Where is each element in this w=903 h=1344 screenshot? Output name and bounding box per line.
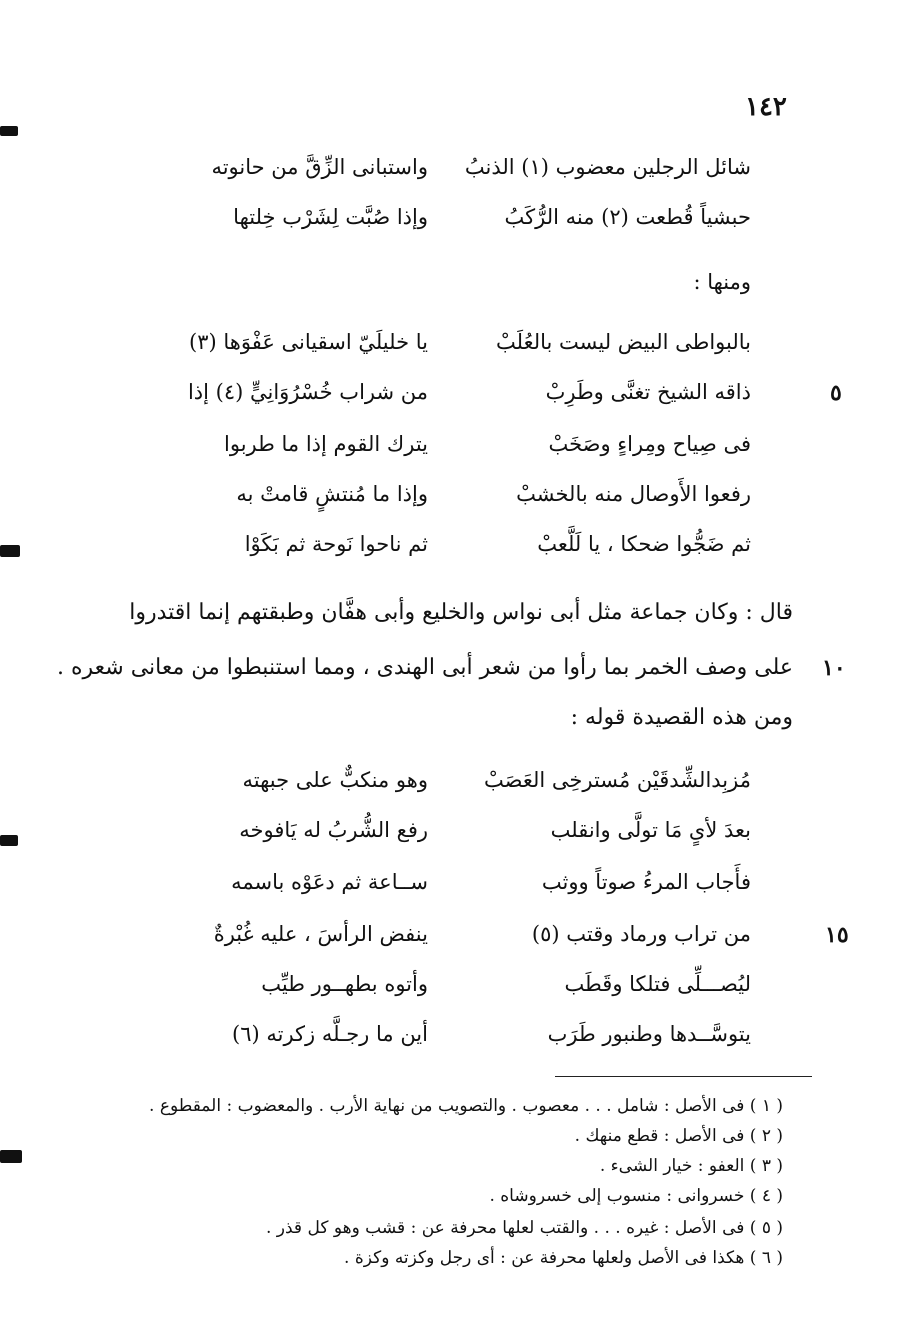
verse-hemistich-first: وإذا ما مُنتشٍ قامتْ به — [236, 482, 428, 506]
verse-hemistich-second: فى صِياح ومِراءٍ وصَخَبْ — [548, 432, 751, 456]
verse-hemistich-first: ســاعة ثم دعَوْه باسمه — [231, 870, 428, 894]
footnote: ( ٢ ) فى الأصل : قطع منهك . — [574, 1126, 783, 1146]
footnote: ( ٥ ) فى الأصل : غيره . . . والقتب لعلها محرفة عن : قشب وهو كل قذر . — [265, 1218, 783, 1238]
verse-hemistich-first: رفع الشُّربُ له يَافوخه — [239, 818, 428, 842]
scan-edge-mark — [0, 1150, 22, 1163]
footnote: ( ٤ ) خسروانى : منسوب إلى خسروشاه . — [489, 1186, 783, 1206]
verse-hemistich-second: ليُصـــلِّى فتلكا وقَطَب — [564, 972, 751, 996]
verse-hemistich-first: واستبانى الزِّقَّ من حانوته — [211, 155, 428, 179]
verse-hemistich-second: مُزبِدالشِّدقَيْن مُسترخِى العَصَبْ — [484, 768, 751, 792]
verse-hemistich-second: من تراب ورماد وقتب (٥) — [531, 922, 751, 946]
prose-line: ومن هذه القصيدة قوله : — [570, 705, 793, 730]
page-number: ١٤٢ — [745, 92, 787, 122]
line-number: ٥ — [830, 380, 842, 406]
verse-hemistich-first: وإذا صُبَّت لِشَرْب خِلتها — [233, 205, 428, 229]
verse-hemistich-first: أين ما رجـلَّه زكرته (٦) — [231, 1022, 428, 1046]
section-intro: ومنها : — [693, 270, 751, 294]
verse-hemistich-first: يترك القوم إذا ما طربوا — [224, 432, 428, 456]
verse-hemistich-second: ذاقه الشيخ تغنَّى وطَرِبْ — [545, 380, 751, 404]
verse-hemistich-second: رفعوا الأَوصال منه بالخشبْ — [516, 482, 751, 506]
line-number: ١٥ — [825, 922, 849, 948]
verse-hemistich-first: ثم ناحوا نَوحة ثم بَكَوْا — [244, 532, 428, 556]
verse-hemistich-second: بالبواطى البيض ليست بالعُلَبْ — [496, 330, 751, 354]
footnote: ( ٣ ) العفو : خيار الشىء . — [599, 1156, 783, 1176]
prose-line: قال : وكان جماعة مثل أبى نواس والخليع وأبى هفَّان وطبقتهم إنما اقتدروا — [129, 600, 793, 625]
verse-hemistich-second: شائل الرجلين معضوب (١) الذنبُ — [464, 155, 751, 179]
prose-line: على وصف الخمر بما رأوا من شعر أبى الهندى ، ومما استنبطوا من معانى شعره . — [57, 655, 793, 680]
line-number: ١٠ — [822, 655, 846, 681]
verse-hemistich-second: ثم ضَجُّوا ضحكا ، يا لَلَّعبْ — [537, 532, 751, 556]
scan-edge-mark — [0, 835, 18, 846]
verse-hemistich-first: وهو منكبٌّ على جبهته — [242, 768, 428, 792]
footnote: ( ١ ) فى الأصل : شامل . . . معصوب . والتصويب من نهاية الأرب . والمعضوب : المقطوع . — [149, 1096, 783, 1116]
verse-hemistich-first: وأتوه بطهــور طيِّب — [261, 972, 428, 996]
verse-hemistich-second: فأَجاب المرءُ صوتاً ووثب — [541, 870, 751, 894]
footnote: ( ٦ ) هكذا فى الأصل ولعلها محرفة عن : أى رجل وكزته وكزة . — [344, 1248, 783, 1268]
verse-hemistich-second: يتوسَّــدها وطنبور طَرَب — [547, 1022, 751, 1046]
verse-hemistich-second: بعدَ لأىٍ مَا تولَّى وانقلب — [550, 818, 751, 842]
verse-hemistich-second: حبشياً قُطعت (٢) منه الرُّكَبُ — [504, 205, 751, 229]
verse-hemistich-first: ينفض الرأسَ ، عليه غُبْرةٌ — [213, 922, 428, 946]
scan-edge-mark — [0, 126, 18, 136]
scan-edge-mark — [0, 545, 20, 557]
footnote-separator — [555, 1076, 812, 1077]
verse-hemistich-first: من شراب خُسْرُوَانِيٍّ (٤) إذا — [187, 380, 428, 404]
verse-hemistich-first: يا خليلَيّ اسقيانى عَفْوَها (٣) — [189, 330, 428, 354]
